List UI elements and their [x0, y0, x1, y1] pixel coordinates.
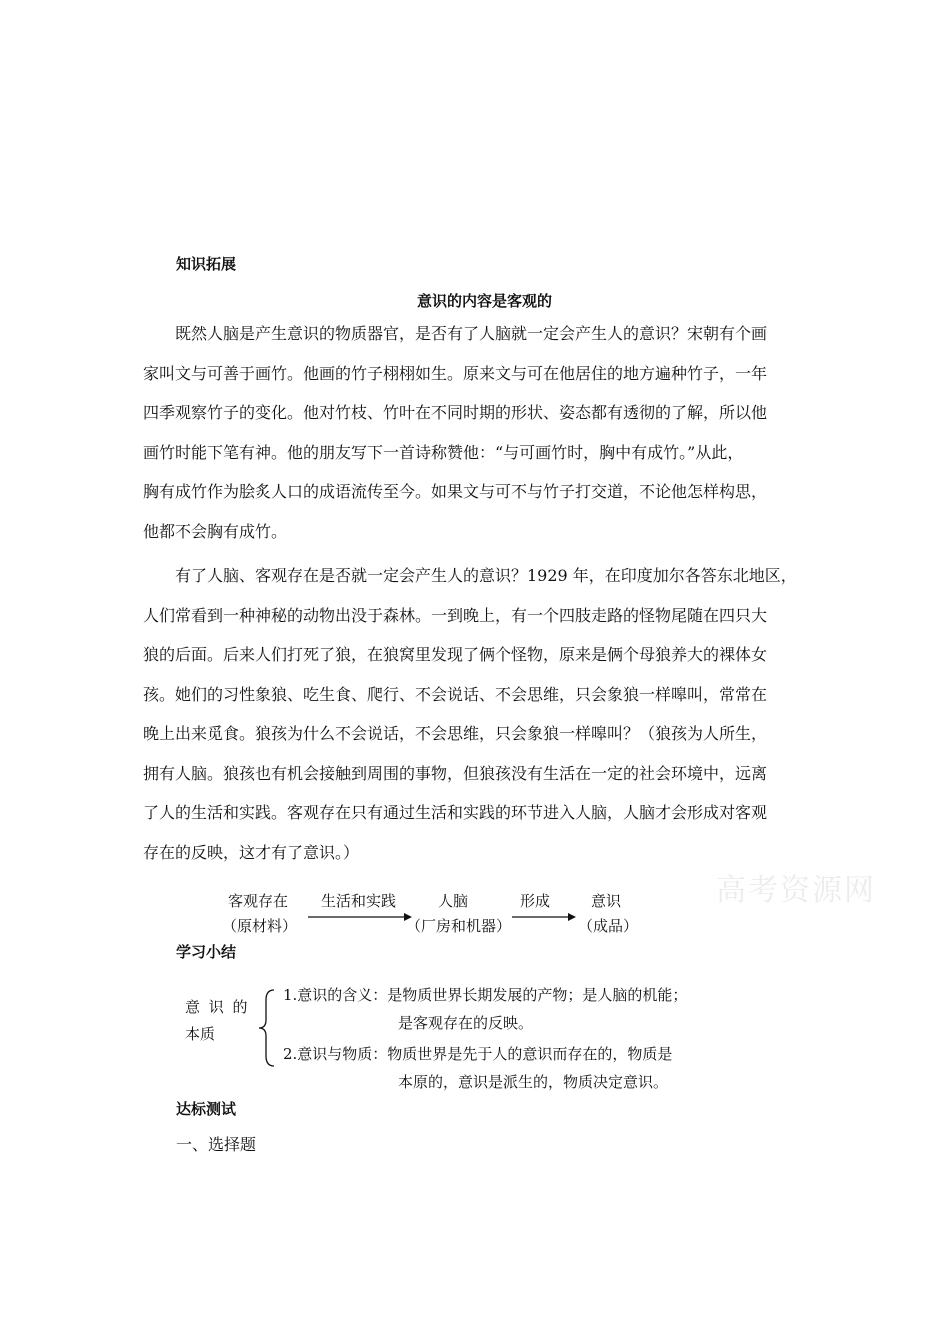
paragraph-line: 胸有成竹作为脍炙人口的成语流传至今。如果文与可不与竹子打交道，不论他怎样构思，	[143, 482, 768, 501]
flow-node-brain: 人脑	[438, 892, 469, 910]
section-heading-test: 达标测试	[176, 1100, 237, 1118]
flow-node-product: （成品）	[578, 917, 639, 935]
paragraph-line: 家叫文与可善于画竹。他画的竹子栩栩如生。原来文与可在他居住的地方遍种竹子，一年	[143, 363, 768, 383]
summary-item2-line2: 本原的，意识是派生的，物质决定意识。	[398, 1073, 669, 1091]
section-heading-knowledge-extension: 知识拓展	[176, 255, 237, 273]
summary-label-line1: 意 识 的	[185, 998, 250, 1016]
flow-node-raw-material: （原材料）	[222, 917, 298, 935]
summary-item1-line2: 是客观存在的反映。	[398, 1014, 534, 1032]
paragraph-line: 了人的生活和实践。客观存在只有通过生活和实践的环节进入人脑，人脑才会形成对客观	[143, 803, 768, 822]
paragraph-line: 四季观察竹子的变化。他对竹枝、竹叶在不同时期的形状、姿态都有透彻的了解，所以他	[143, 403, 768, 422]
flow-node-factory: （厂房和机器）	[406, 917, 512, 935]
paragraph-line: 晚上出来觅食。狼孩为什么不会说话，不会思维，只会象狼一样嗥叫？（狼孩为人所生，	[143, 724, 768, 743]
flow-arrow-1	[308, 911, 412, 923]
paragraph-line: 画竹时能下笔有神。他的朋友写下一首诗称赞他：“与可画竹时，胸中有成竹。”从此，	[143, 442, 744, 462]
flow-arrow-2	[512, 911, 576, 923]
summary-item2-line1: 2.意识与物质：物质世界是先于人的意识而存在的，物质是	[283, 1045, 673, 1063]
paragraph-2	[143, 556, 823, 872]
flow-node-consciousness: 意识	[591, 892, 622, 910]
watermark: 高考资源网	[716, 873, 876, 908]
section-heading-summary: 学习小结	[176, 943, 237, 961]
paragraph-line: 人们常看到一种神秘的动物出没于森林。一到晚上，有一个四肢走路的怪物尾随在四只大	[143, 605, 768, 625]
paragraph-line: 狼的后面。后来人们打死了狼，在狼窝里发现了俩个怪物，原来是俩个母狼养大的裸体女	[143, 645, 768, 664]
paragraph-line: 孩。她们的习性象狼、吃生食、爬行、不会说话、不会思维，只会象狼一样嗥叫，常常在	[143, 684, 768, 704]
paragraph-line: 存在的反映，这才有了意识。）	[143, 842, 360, 862]
test-subheading-choice: 一、选择题	[176, 1135, 257, 1154]
paragraph-line: 他都不会胸有成竹。	[143, 521, 288, 541]
summary-item1-line1: 1.意识的含义：是物质世界长期发展的产物；是人脑的机能；	[283, 986, 688, 1004]
flow-node-objective-existence: 客观存在	[228, 892, 289, 910]
flow-arrow-label-form: 形成	[520, 892, 551, 910]
paragraph-line: 既然人脑是产生意识的物质器官，是否有了人脑就一定会产生人的意识？宋朝有个画	[175, 324, 768, 343]
flow-arrow-label-practice: 生活和实践	[321, 892, 397, 910]
curly-brace-icon	[256, 988, 278, 1068]
summary-label-line2: 本质	[185, 1025, 216, 1043]
paragraph-1	[143, 314, 823, 551]
paragraph-line: 拥有人脑。狼孩也有机会接触到周围的事物，但狼孩没有生活在一定的社会环境中，远离	[143, 763, 768, 783]
article-title: 意识的内容是客观的	[417, 292, 553, 310]
paragraph-line: 有了人脑、客观存在是否就一定会产生人的意识？1929 年，在印度加尔各答东北地区，	[175, 566, 797, 585]
